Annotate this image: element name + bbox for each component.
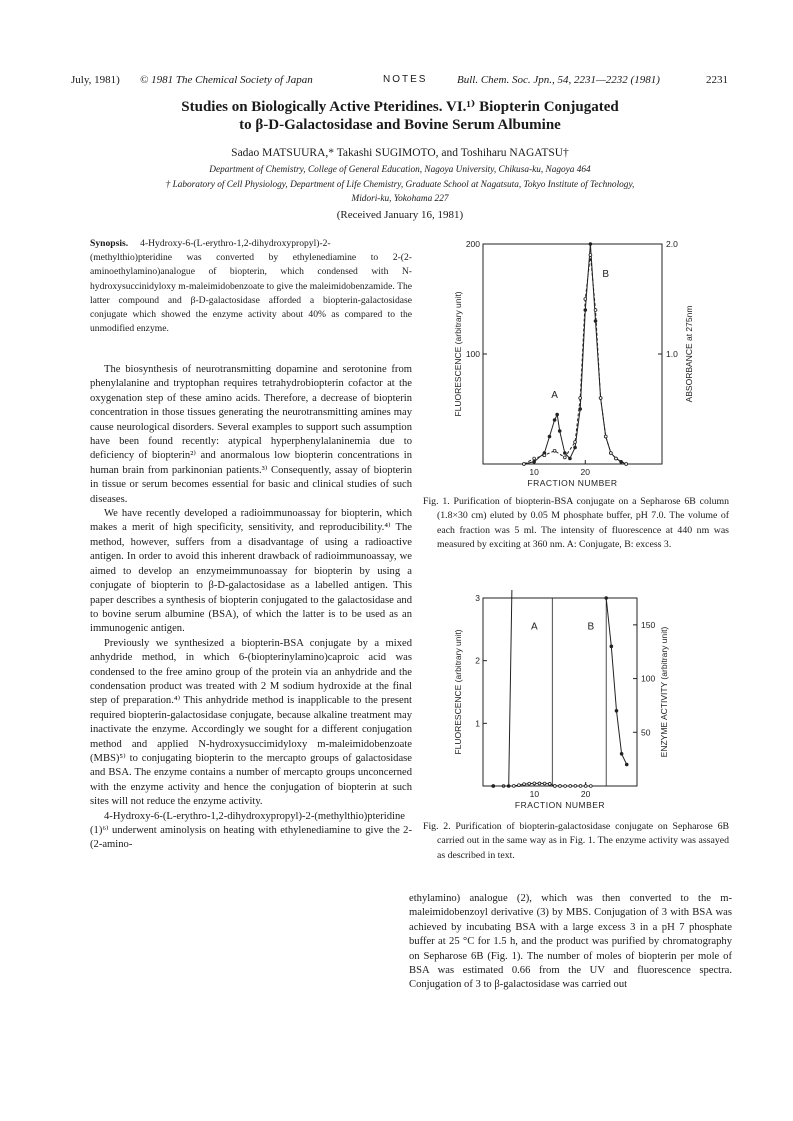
series-line [524,244,626,464]
data-point [579,785,582,788]
figure-1-chart [423,236,733,494]
data-point [523,783,526,786]
data-point [589,785,592,788]
data-point [589,254,592,257]
y2-tick-label: 150 [641,619,656,630]
affiliation-2: † Laboratory of Cell Physiology, Department of Life Chemistry, Graduate School at Nagatsuta, Tokyo Institute of Technology, [165,180,635,190]
plot-frame [483,598,637,786]
data-point [538,782,541,785]
header-page-number: 2231 [706,74,728,86]
figure-2-caption [423,820,729,863]
series-line [606,598,627,765]
header-copyright: © 1981 The Chemical Society of Japan [140,74,313,86]
data-point [553,785,556,788]
data-point [507,785,510,788]
data-point [523,463,526,466]
data-point [620,752,623,755]
y-axis-label: FLUORESCENCE (arbitrary unit) [453,629,463,755]
affiliation-1: Department of Chemistry, College of General Education, Nagoya University, Chikusa-ku, Nagoya 464 [209,165,591,175]
data-point [625,763,628,766]
data-point [594,309,597,312]
body-paragraph: ethylamino) analogue (2), which was then converted to the m-maleimidobenzoyl derivative (3) by MBS. Conjugation of 3 with BSA was achieved by incubating BSA with a large excess 3 in a pH 7 phosphate buffer at 25 °C for 1.5 h, and the product was purified by chromatography on Sepharose 6B (Fig. 1). The number of moles of biopterin per mole of BSA was estimated 0.66 from the UV and fluorescence spectra. Conjugation of 3 to β-galactosidase was carried out [409,893,732,991]
data-point [533,460,536,463]
data-point [492,785,495,788]
x-tick-label: 10 [529,467,539,477]
data-point [543,782,546,785]
figure-2-caption-text: Fig. 2. Purification of biopterin-galactosidase conjugate on Sepharose 6B carried out in the same way as in Fig. 1. The enzyme activity was assayed as described in text. [423,821,729,861]
peak-annotation: B [587,621,595,633]
data-point [615,457,618,460]
body-paragraph: The biosynthesis of neurotransmitting dopamine and serotonine from phenylalanine and tryptophan requires tetrahydrobiopterin cofactor at the oxygenation step of these amino acids. Therefore, a decrease of biopterin concentration in those tissues generating the neurotransmitting amines may cause neurological disorders. Several examples to support such assumption have been found recently: atypical hyperphenylalaninemia due to deficiency of biopterin²⁾ and anormalous low biopterin concentrations in human brain from parkinonian patients.³⁾ Consequently, assay of biopterin in tissue or serum becomes essential for basic and clinical studies of such diseases. [90,364,412,505]
header-journal: Bull. Chem. Soc. Jpn., 54, 2231—2232 (1981) [457,74,660,86]
data-point [610,645,613,648]
header-section: NOTES [383,74,428,85]
data-point [589,243,592,246]
body-paragraph: Previously we synthesized a biopterin-BSA conjugate by a mixed anhydride method, in which 6-(biopterinylamino)caproic acid was condensed to the free amino group of the protein via an anhydride and the condensation product was treated with 2 M sodium hydroxide at the final step of preparation.⁴⁾ This anhydride method is inapplicable to the present required biopterin-galactosidase conjugate, because alkaline treatment may inactivate the enzyme. Accordingly we sought for a different conjugation method and applied N-hydroxysuccimidyloxy m-maleimidobenzoate (MBS)⁵⁾ to conjugating biopterin to the mercapto groups of galactosidase and BSA. The enzyme contains a number of mercapto groups unconcerned with the enzyme activity and hence the conjugation of biopterin at such sites will not reduce the enzyme activity. [90,637,412,808]
y2-tick-label: 100 [641,673,656,684]
running-header [71,74,741,88]
data-point [518,784,521,787]
x-tick-label: 10 [529,789,540,799]
data-point [563,456,566,459]
affiliation-3: Midori-ku, Yokohama 227 [351,194,449,204]
data-point [558,430,561,433]
data-point [559,785,562,788]
data-point [609,452,612,455]
y-axis-label: FLUORESCENCE (arbitrary unit) [453,291,463,417]
data-point [533,782,536,785]
synopsis-label: Synopsis. [90,238,129,249]
data-point [625,463,628,466]
authors: Sadao MATSUURA,* Takashi SUGIMOTO, and Toshiharu NAGATSU† [231,147,569,159]
data-point [615,709,618,712]
body-paragraph: 4-Hydroxy-6-(L-erythro-1,2-dihydroxypropyl)-2-(methylthio)pteridine (1)⁶⁾ underwent aminolysis on heating with ethylenediamine to give the 2-(2-amino- [90,810,412,851]
y-tick-label: 200 [465,239,480,249]
peak-annotation: B [602,269,610,280]
data-point [533,457,536,460]
y2-axis-label: ENZYME ACTIVITY (arbitrary unit) [659,626,669,758]
data-point [574,446,577,449]
data-point [563,452,566,455]
body-right-column [409,892,732,993]
data-point [569,785,572,788]
peak-annotation: A [530,621,538,633]
data-point [553,449,556,452]
synopsis-text: 4-Hydroxy-6-(L-erythro-1,2-dihydroxypropyl)-2-(methylthio)pteridine was converted by ethylenediamine to 2-(2-aminoethylamino)analogue of biopterin, which condensed with N-hydroxysuccinidyloxy m-maleimidobenzoate to give the maleimidobenzamide. The latter compound and β-D-galactosidase afforded a biopterin-galactosidase conjugate which showed the enzyme activity about 40% as compared to the unmodified enzyme. [90,238,412,335]
data-point [553,419,556,422]
figure-1-caption-text: Fig. 1. Purification of biopterin-BSA conjugate on a Sepharose 6B column (1.8×30 cm) eluted by 0.05 M phosphate buffer, pH 7.0. The volume of each fraction was 5 ml. The intensity of fluorescence at 440 nm was measured by exciting at 360 nm. A: Conjugate, B: excess 3. [423,496,729,551]
x-tick-label: 20 [580,467,591,477]
x-axis-label: FRACTION NUMBER [514,800,606,810]
data-point [556,413,559,416]
data-point [548,435,551,438]
data-point [569,457,572,460]
title-line-1: Studies on Biologically Active Pteridines. VI.¹⁾ Biopterin Conjugated [181,99,619,115]
x-tick-label: 20 [580,789,591,799]
data-point [574,441,577,444]
data-point [548,782,551,785]
data-point [564,785,567,788]
title-line-2: to β-D-Galactosidase and Bovine Serum Albumine [239,117,561,133]
data-point [528,782,531,785]
data-point [599,397,602,400]
y2-tick-label: 1.0 [666,349,678,359]
data-point [574,785,577,788]
received-date: (Received January 16, 1981) [336,209,464,221]
data-point [543,454,546,457]
data-point [584,785,587,788]
body-paragraph: We have recently developed a radioimmunoassay for biopterin, which makes a merit of high specificity, sensitivity, and reproducibility.⁴⁾ The method, however, suffers from a disadvantage of using a radioactive antigen. In order to avoid this inherent drawback of radioimmunoassay, we aimed to develop an enzymeimmunoassay for biopterin by using a conjugate of biopterin to β-D-galactosidase as a labelled antigen. This paper describes a synthesis of biopterin conjugated to the galactosidase and to bovine serum albumine (BSA), of which the latter is to be used as an immunogenic antigen. [90,508,412,635]
data-point [604,435,607,438]
y2-tick-label: 2.0 [666,239,678,249]
y2-axis-label: ABSORBANCE at 275nm [684,305,694,403]
data-point [584,298,587,301]
data-point [579,397,582,400]
y-tick-label: 2 [475,655,480,666]
series-line [493,590,555,786]
header-date: July, 1981) [71,74,120,86]
x-axis-label: FRACTION NUMBER [527,478,618,488]
series-line [524,255,626,464]
y-tick-label: 100 [465,349,480,359]
y2-tick-label: 50 [641,727,651,738]
peak-annotation: A [551,390,558,401]
paper-title [80,98,720,134]
plot-frame [483,244,662,464]
y-tick-label: 3 [475,593,480,603]
y-tick-label: 1 [475,718,480,729]
data-point [512,784,515,787]
body-left-column [90,363,412,853]
figure-1-caption [423,495,729,553]
synopsis [90,237,412,336]
figure-2-chart [423,590,733,816]
